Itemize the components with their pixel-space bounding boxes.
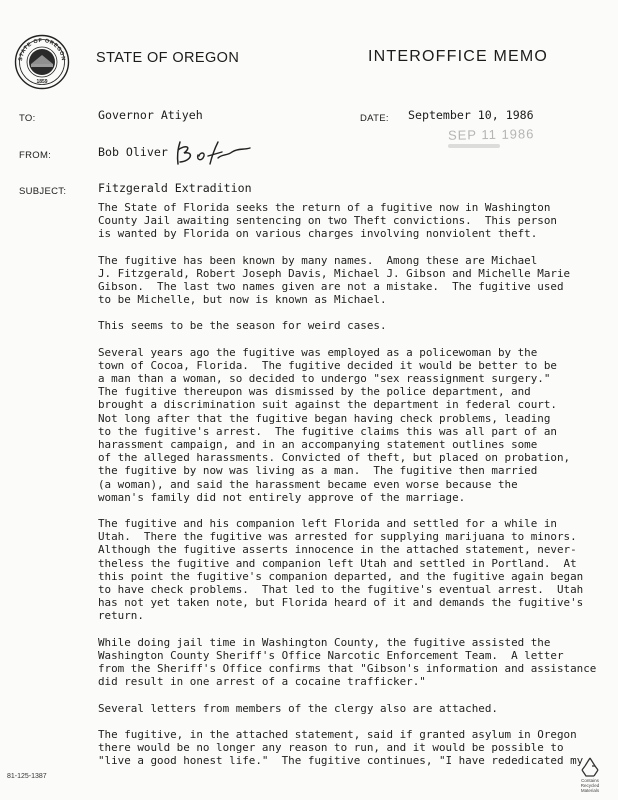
- form-code: 81-125-1387: [7, 773, 47, 780]
- date-value: September 10, 1986: [408, 108, 534, 122]
- memo-body: [98, 201, 608, 780]
- paragraph: Several years ago the fugitive was employed as a policewoman by the town of Cocoa, Florida. The fugitive decided it would be better to be a man than a woman, so decided to undergo "sex reassignment surgery." The fugitive thereupon was dismissed by the police department, and brought a discrimination suit against the department in federal court. Not long after that the fugitive began having check problems, leading to the fugitive's arrest. The fugitive claims this was all part of an harassment campaign, and in an accompanying statement outlines some of the alleged harassments. Convicted of theft, but placed on probation, the fugitive by now was living as a man. The fugitive then married (a woman), and said the harassment became even worse because the woman's family did not entirely approve of the marriage.: [98, 345, 571, 504]
- recycle-line: Recycled: [580, 783, 600, 788]
- seal-text: STATE OF OREGON: [17, 37, 67, 62]
- subject-label: SUBJECT:: [19, 186, 67, 197]
- paragraph: The State of Florida seeks the return of a fugitive now in Washington County Jail awaiting sentencing on two Theft convictions. This person is wanted by Florida on various charges involving nonviolent theft.: [98, 201, 557, 241]
- to-label: TO:: [19, 113, 36, 124]
- state-header: STATE OF OREGON: [96, 50, 240, 66]
- received-stamp: SEP 11 1986: [447, 126, 535, 143]
- date-label: DATE:: [360, 113, 389, 124]
- paragraph: This seems to be the season for weird cases.: [98, 319, 387, 333]
- memo-type-header: INTEROFFICE MEMO: [368, 48, 549, 65]
- subject-value: Fitzgerald Extradition: [98, 181, 252, 195]
- paragraph: Several letters from members of the clergy also are attached.: [98, 701, 498, 715]
- paragraph: The fugitive and his companion left Florida and settled for a while in Utah. There the fugitive was arrested for supplying marijuana to minors. Although the fugitive asserts innocence in the attached statement, never- theless the fugitive and companion left Utah and settled in Portland. At this point the fugitive's companion departed, and the fugitive again began to have check problems. That led to the fugitive's eventual arrest. Utah has not yet taken note, but Florida heard of it and demands the fugitive's return.: [98, 517, 584, 623]
- from-label: FROM:: [19, 150, 52, 161]
- to-value: Governor Atiyeh: [98, 108, 203, 122]
- received-stamp-smudge: [448, 144, 500, 148]
- from-value: Bob Oliver: [98, 145, 168, 159]
- seal-year: 1859: [36, 79, 48, 85]
- recycle-note: [570, 778, 610, 793]
- state-seal-logo: [14, 34, 70, 90]
- paragraph: The fugitive has been known by many names. Among these are Michael J. Fitzgerald, Robert Joseph Davis, Michael J. Gibson and Michelle Marie Gibson. The last two names given are not a mistake. The fugitive used to be Michelle, but now is known as Michael.: [98, 253, 571, 307]
- recycle-line: Contains: [581, 778, 599, 783]
- recycle-icon: [578, 756, 602, 778]
- handwritten-signature: [172, 138, 256, 168]
- paragraph: While doing jail time in Washington County, the fugitive assisted the Washington County Sheriff's Office Narcotic Enforcement Team. A letter from the Sheriff's Office confirms that "Gibson's information and assistance did result in one arrest of a cocaine trafficker.": [98, 635, 597, 689]
- recycle-line: Materials: [580, 788, 600, 793]
- paragraph: The fugitive, in the attached statement, said if granted asylum in Oregon there would be no longer any reason to run, and it would be possible to "live a good honest life." The fugitive continues, "I have rededicated my: [98, 727, 584, 768]
